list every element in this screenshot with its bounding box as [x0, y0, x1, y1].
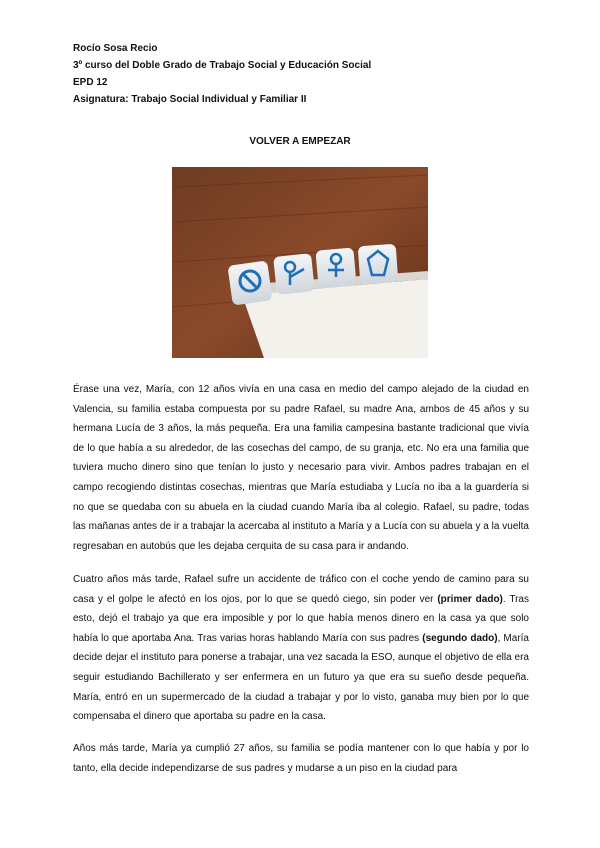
paragraph-2 — [73, 570, 529, 727]
paragraph-2-text-d: , María decide dejar el instituto para ponerse a trabajar, una vez sacada la ESO, aunque el objetivo de ella era seguir estudiando Bachillerato y ser enfermera en un futuro ya que era su sueño desde pequeña. María, entró en un supermercado de la ciudad a trabajar y por lo visto, ganaba muy bien por lo que compensaba el dinero que aportaba su padre en la casa. — [73, 632, 529, 723]
paragraph-2-text-c: . Tras esto, dejó el trabajo ya que era imposible y por lo que había menos dinero en la casa ya que solo había lo que aportaba Ana. Tras varias horas hablando María con sus padres — [73, 593, 529, 644]
paragraph-3: Años más tarde, María ya cumplió 27 años, su familia se podía mantener con lo que había y por lo tanto, ella decide independizarse de sus padres y mudarse a un piso en la ciudad para — [73, 743, 529, 774]
first-die-label: (primer dado) — [437, 593, 503, 605]
paragraph-1: Érase una vez, María, con 12 años vivía en una casa en medio del campo alejado de la ciudad en Valencia, su familia estaba compuesta por su padre Rafael, su madre Ana, ambos de 45 años y su hermana Lucía de 3 años, la más pequeña. Era una familia campesina bastante tradicional que vivía de lo que había a su alrededor, de las cosechas del campo, de su granja, etc. No era una familia que tuviera mucho dinero sino que tenían lo justo y necesario para vivir. Ambos padres trabajan en el campo recogiendo distintas cosechas, mientras que María estudiaba y Lucía no iba a la guardería si no que se quedaba con su abuela en la ciudad cuando María iba al colegio. Rafael, su padre, todas las mañanas antes de ir a trabajar la acercaba al instituto a María y a Lucía con su abuela y a la vuelta regresaban en autobús que les dejaba cerquita de su casa para ir andando. — [73, 384, 529, 552]
epd-line: EPD 12 — [73, 77, 108, 88]
paragraph-2-text-a: Cuatro años más tarde, Rafael sufre un accidente de tráfico con el coche yendo de camino para su casa y el golpe le afectó en los ojos, por lo que se quedó ciego, sin poder ver — [73, 574, 529, 605]
story-cubes-photo — [172, 167, 428, 358]
course-line: 3º curso del Doble Grado de Trabajo Social y Educación Social — [73, 60, 372, 71]
subject-line: Asignatura: Trabajo Social Individual y Familiar II — [73, 94, 307, 105]
document-header — [73, 40, 371, 108]
second-die-label: (segundo dado) — [422, 632, 498, 644]
document-title: VOLVER A EMPEZAR — [249, 136, 351, 147]
author-name: Rocío Sosa Recio — [73, 43, 158, 54]
